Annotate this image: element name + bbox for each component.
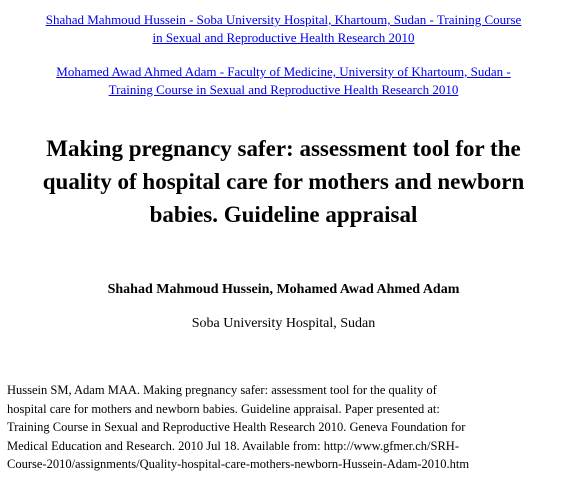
- author-link-hussein-line2[interactable]: in Sexual and Reproductive Health Research 2010: [152, 30, 415, 45]
- document-affiliation: Soba University Hospital, Sudan: [191, 316, 376, 331]
- title-line-2: quality of hospital care for mothers and newborn: [42, 169, 525, 194]
- author-link-hussein-line1[interactable]: Shahad Mahmoud Hussein - Soba University Hospital, Khartoum, Sudan - Training Course: [45, 12, 522, 27]
- author-link-adam[interactable]: [0, 63, 567, 99]
- author-link-adam-anchor[interactable]: [56, 64, 510, 97]
- author-link-adam-line2[interactable]: Training Course in Sexual and Reproductive Health Research 2010: [108, 82, 459, 97]
- citation-paragraph: [7, 381, 559, 474]
- citation-line-2: hospital care for mothers and newborn babies. Guideline appraisal. Paper presented at:: [7, 401, 440, 416]
- citation-line-4: Medical Education and Research. 2010 Jul 18. Available from: http://www.gfmer.ch/SRH-: [7, 438, 459, 453]
- citation-line-3: Training Course in Sexual and Reproductive Health Research 2010. Geneva Foundation for: [7, 420, 466, 434]
- title-line-1: Making pregnancy safer: assessment tool for the: [46, 136, 521, 161]
- title-line-3: babies. Guideline appraisal: [149, 202, 418, 227]
- author-link-hussein-anchor[interactable]: [46, 12, 522, 45]
- citation-line-1: Hussein SM, Adam MAA. Making pregnancy safer: assessment tool for the quality of: [7, 383, 437, 397]
- citation-line-5: Course-2010/assignments/Quality-hospital-care-mothers-newborn-Hussein-Adam-2010.htm: [7, 457, 470, 471]
- document-authors: Shahad Mahmoud Hussein, Mohamed Awad Ahmed Adam: [107, 282, 460, 297]
- author-link-hussein[interactable]: [0, 11, 567, 47]
- author-link-adam-line1[interactable]: Mohamed Awad Ahmed Adam - Faculty of Medicine, University of Khartoum, Sudan -: [56, 64, 511, 79]
- document-title: [10, 132, 557, 231]
